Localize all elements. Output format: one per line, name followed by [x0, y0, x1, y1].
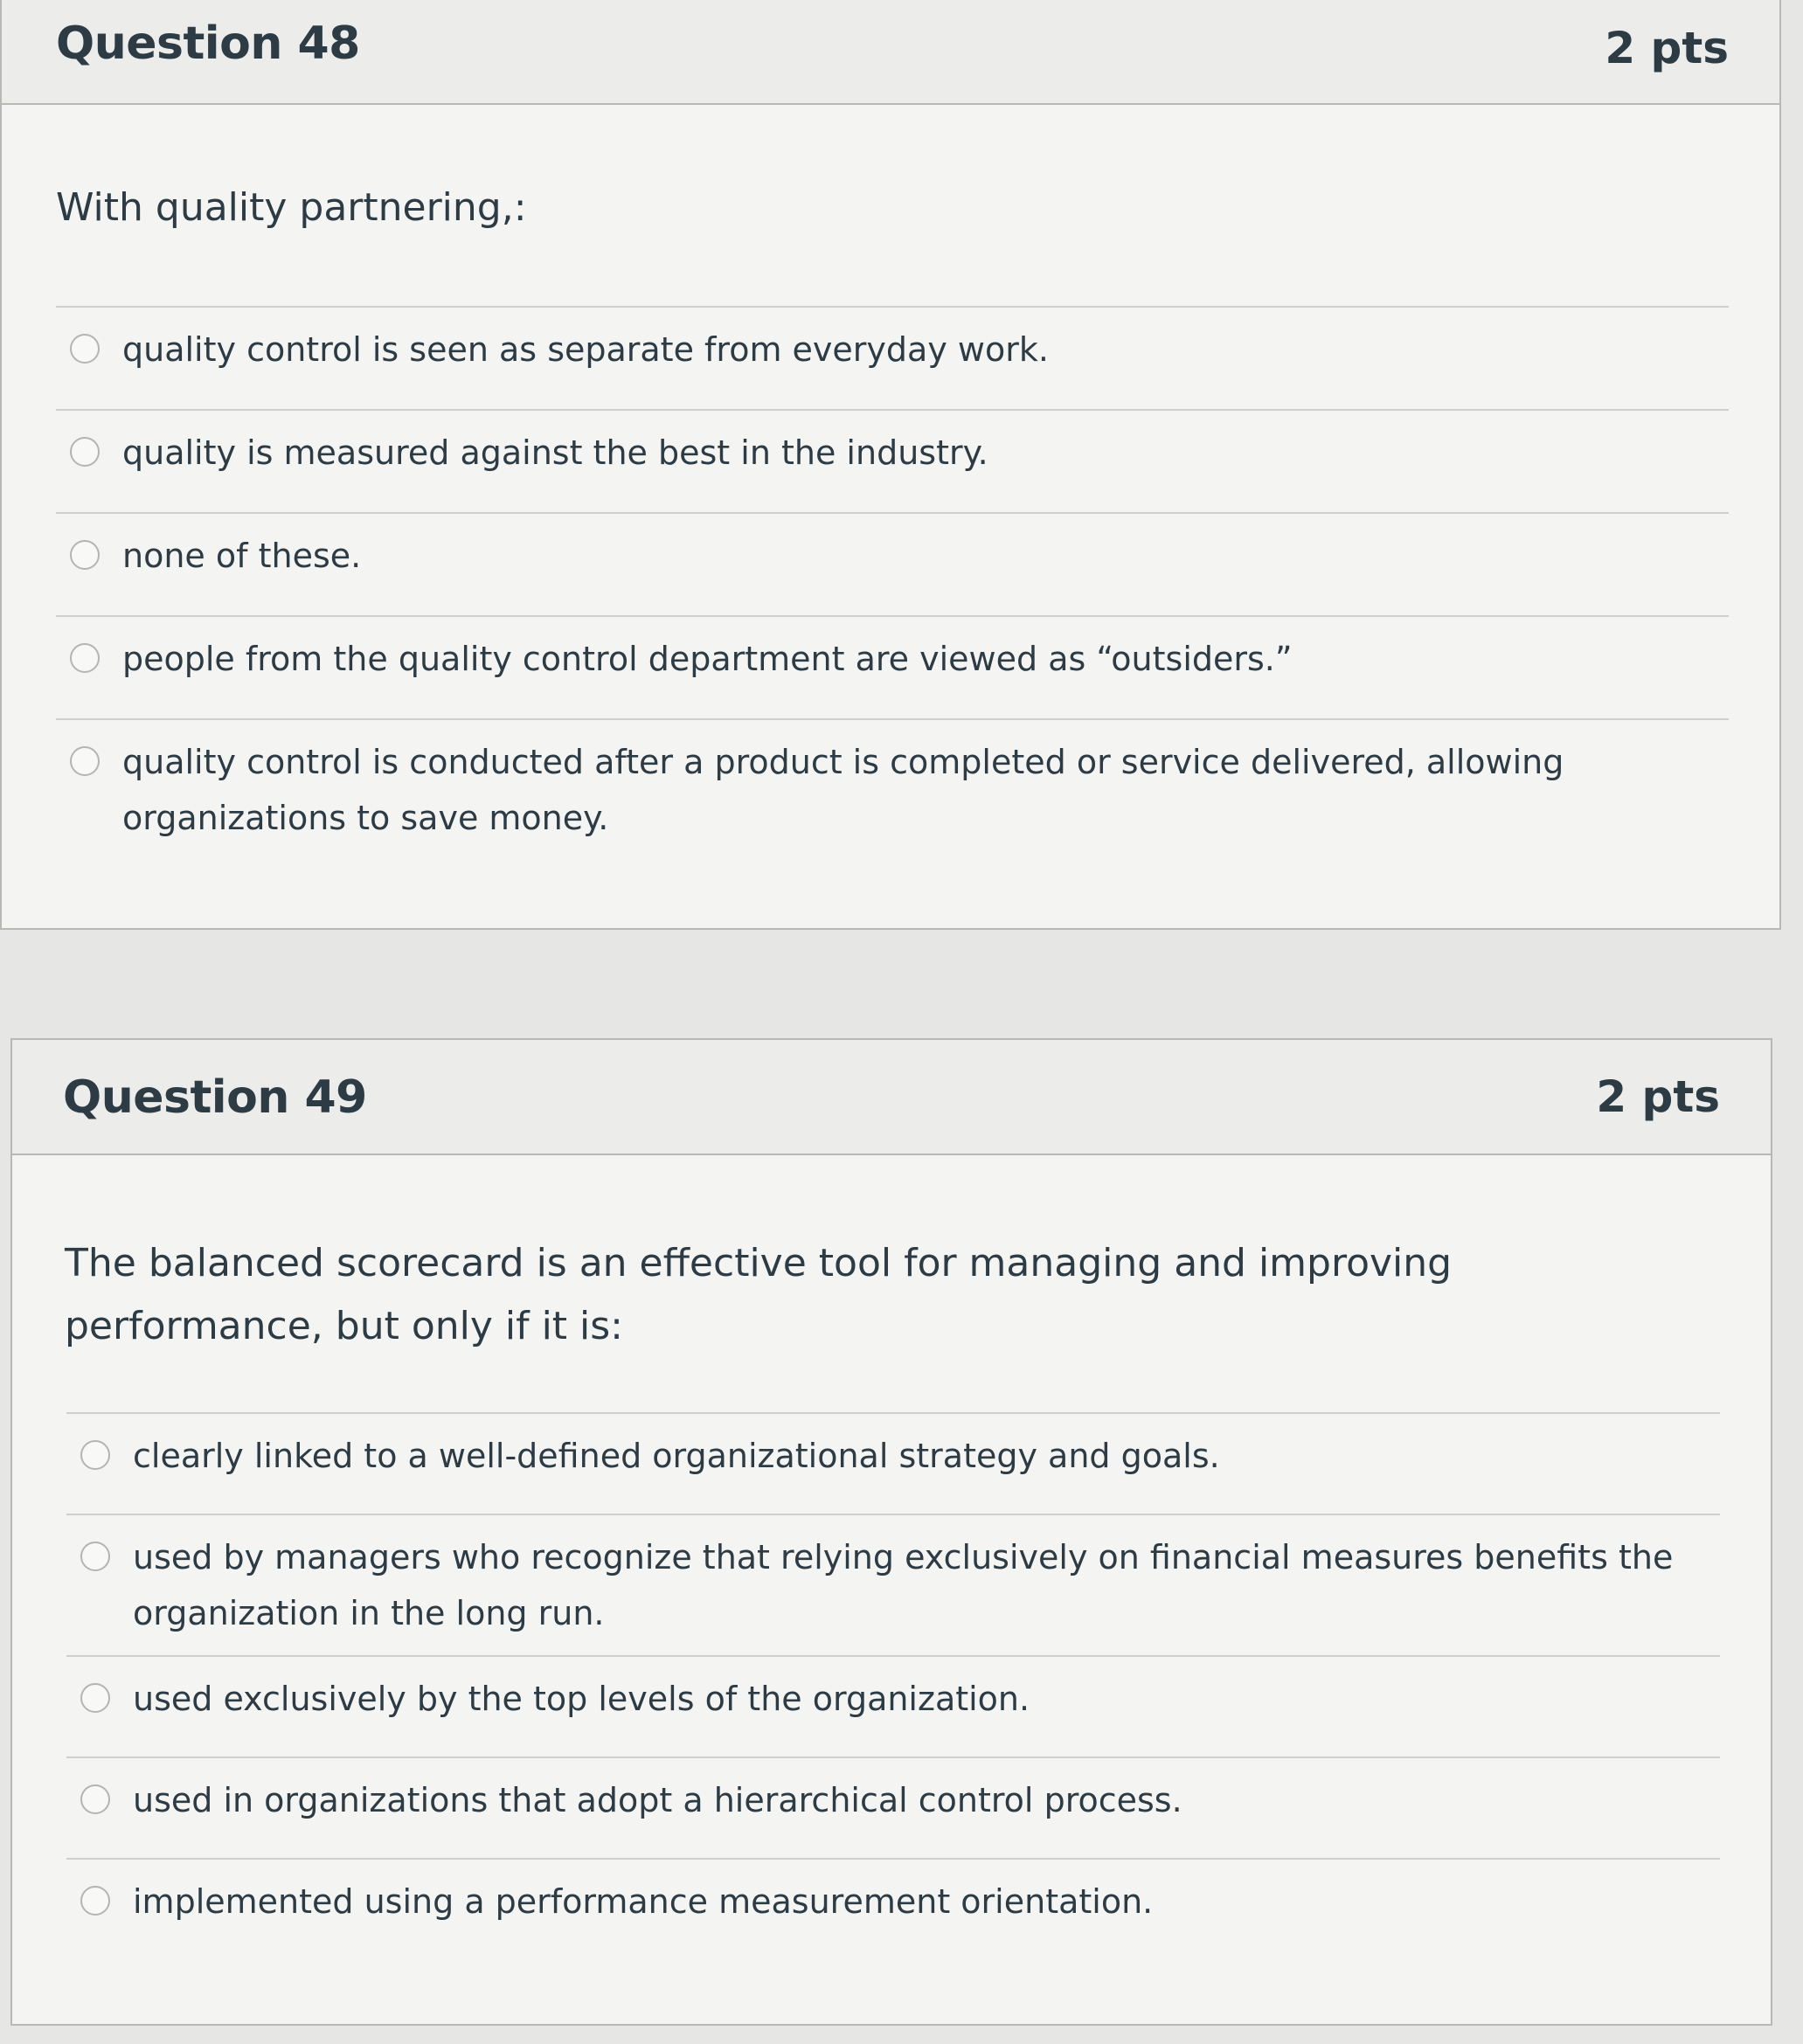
question-points: 2 pts — [1596, 1071, 1720, 1122]
radio-button[interactable] — [80, 1683, 110, 1713]
answer-option[interactable] — [56, 514, 1729, 617]
answer-option[interactable] — [66, 1860, 1720, 1961]
answer-label[interactable]: quality is measured against the best in the industry. — [122, 433, 988, 472]
question-49-card — [10, 1038, 1772, 2026]
answer-label[interactable]: quality control is seen as separate from everyday work. — [122, 330, 1049, 369]
radio-button[interactable] — [70, 643, 100, 673]
radio-button[interactable] — [70, 437, 100, 467]
question-text: With quality partnering,: — [56, 185, 527, 230]
question-48-card — [0, 0, 1781, 930]
question-points: 2 pts — [1605, 23, 1729, 73]
radio-button[interactable] — [80, 1886, 110, 1916]
answer-label[interactable]: used by managers who recognize that relying exclusively on financial measures benefits the organization in the long run. — [133, 1538, 1674, 1632]
answer-option[interactable] — [56, 720, 1729, 860]
answer-label[interactable]: none of these. — [122, 537, 362, 575]
answer-label[interactable]: people from the quality control department are viewed as “outsiders.” — [122, 640, 1293, 678]
question-title: Question 48 — [56, 17, 360, 70]
question-text: The balanced scorecard is an effective tool for managing and improving performance, but only if it is: — [65, 1241, 1453, 1348]
radio-button[interactable] — [80, 1440, 110, 1470]
answer-option[interactable] — [56, 617, 1729, 720]
radio-button[interactable] — [70, 746, 100, 776]
question-header — [12, 1040, 1771, 1155]
question-title: Question 49 — [63, 1071, 367, 1124]
radio-button[interactable] — [80, 1542, 110, 1571]
answer-option[interactable] — [56, 411, 1729, 514]
answer-option[interactable] — [66, 1758, 1720, 1860]
answer-label[interactable]: quality control is conducted after a product is completed or service delivered, allowing organizations to save money. — [122, 743, 1564, 837]
answer-option[interactable] — [66, 1515, 1720, 1657]
answer-list — [66, 1412, 1720, 1961]
answer-list — [56, 306, 1729, 860]
answer-option[interactable] — [66, 1414, 1720, 1515]
answer-label[interactable]: used exclusively by the top levels of the organization. — [133, 1680, 1030, 1718]
answer-label[interactable]: used in organizations that adopt a hierarchical control process. — [133, 1781, 1182, 1819]
radio-button[interactable] — [70, 334, 100, 364]
answer-label[interactable]: clearly linked to a well-defined organizational strategy and goals. — [133, 1437, 1220, 1475]
answer-label[interactable]: implemented using a performance measurement orientation. — [133, 1882, 1154, 1921]
radio-button[interactable] — [80, 1784, 110, 1814]
answer-option[interactable] — [56, 308, 1729, 411]
radio-button[interactable] — [70, 540, 100, 570]
answer-option[interactable] — [66, 1657, 1720, 1758]
question-header — [2, 0, 1779, 105]
